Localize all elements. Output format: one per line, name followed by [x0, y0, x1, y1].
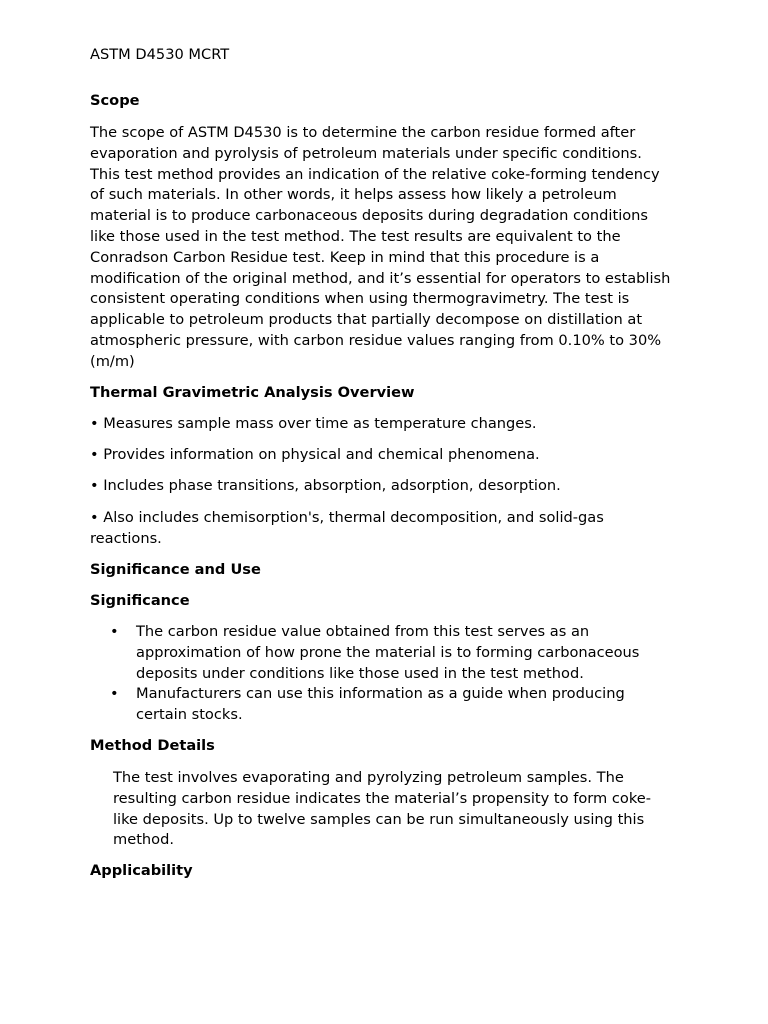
- tga-item: • Measures sample mass over time as temperature changes.: [90, 415, 537, 432]
- scope-paragraph: The scope of ASTM D4530 is to determine the carbon residue formed after evaporation and pyrolysis of petroleum materials under specific conditions. This test method provides an indication of the relative coke-forming tendency of such materials. In other words, it helps assess how likely a petroleum material is to produce carbonaceous deposits during degradation conditions like those used in the test method. The test results are equivalent to the Conradson Carbon Residue test. Keep in mind that this procedure is a modification of the original method, and it’s essential for operators to establish consistent operating conditions when using thermogravimetry. The test is applicable to petroleum products that partially decompose on distillation at atmospheric pressure, with carbon residue values ranging from 0.10% to 30% (m/m): [90, 124, 671, 370]
- tga-item: • Includes phase transitions, absorption, adsorption, desorption.: [90, 477, 561, 494]
- method-details-paragraph: The test involves evaporating and pyrolyzing petroleum samples. The resulting carbon residue indicates the material’s propensity to form coke-like deposits. Up to twelve samples can be run simultaneously using this method.: [113, 769, 652, 849]
- significance-item-text: The carbon residue value obtained from this test serves as an approximation of how prone the material is to forming carbonaceous deposits under conditions like those used in the test method.: [136, 623, 640, 682]
- tga-item: • Provides information on physical and chemical phenomena.: [90, 446, 540, 463]
- list-item: [90, 622, 676, 684]
- significance-and-use-heading: Significance and Use: [90, 561, 261, 578]
- method-details-heading: Method Details: [90, 737, 215, 754]
- significance-item-text: Manufacturers can use this information as a guide when producing certain stocks.: [136, 685, 625, 724]
- document-title: ASTM D4530 MCRT: [90, 46, 230, 63]
- scope-heading: Scope: [90, 92, 140, 109]
- significance-subheading: Significance: [90, 592, 190, 609]
- tga-heading: Thermal Gravimetric Analysis Overview: [90, 384, 415, 401]
- list-item: [90, 684, 676, 726]
- bullet-icon: •: [110, 685, 119, 703]
- applicability-heading: Applicability: [90, 862, 193, 879]
- tga-item: • Also includes chemisorption's, thermal decomposition, and solid-gas reactions.: [90, 509, 604, 547]
- significance-list: [90, 622, 676, 726]
- bullet-icon: •: [110, 623, 119, 640]
